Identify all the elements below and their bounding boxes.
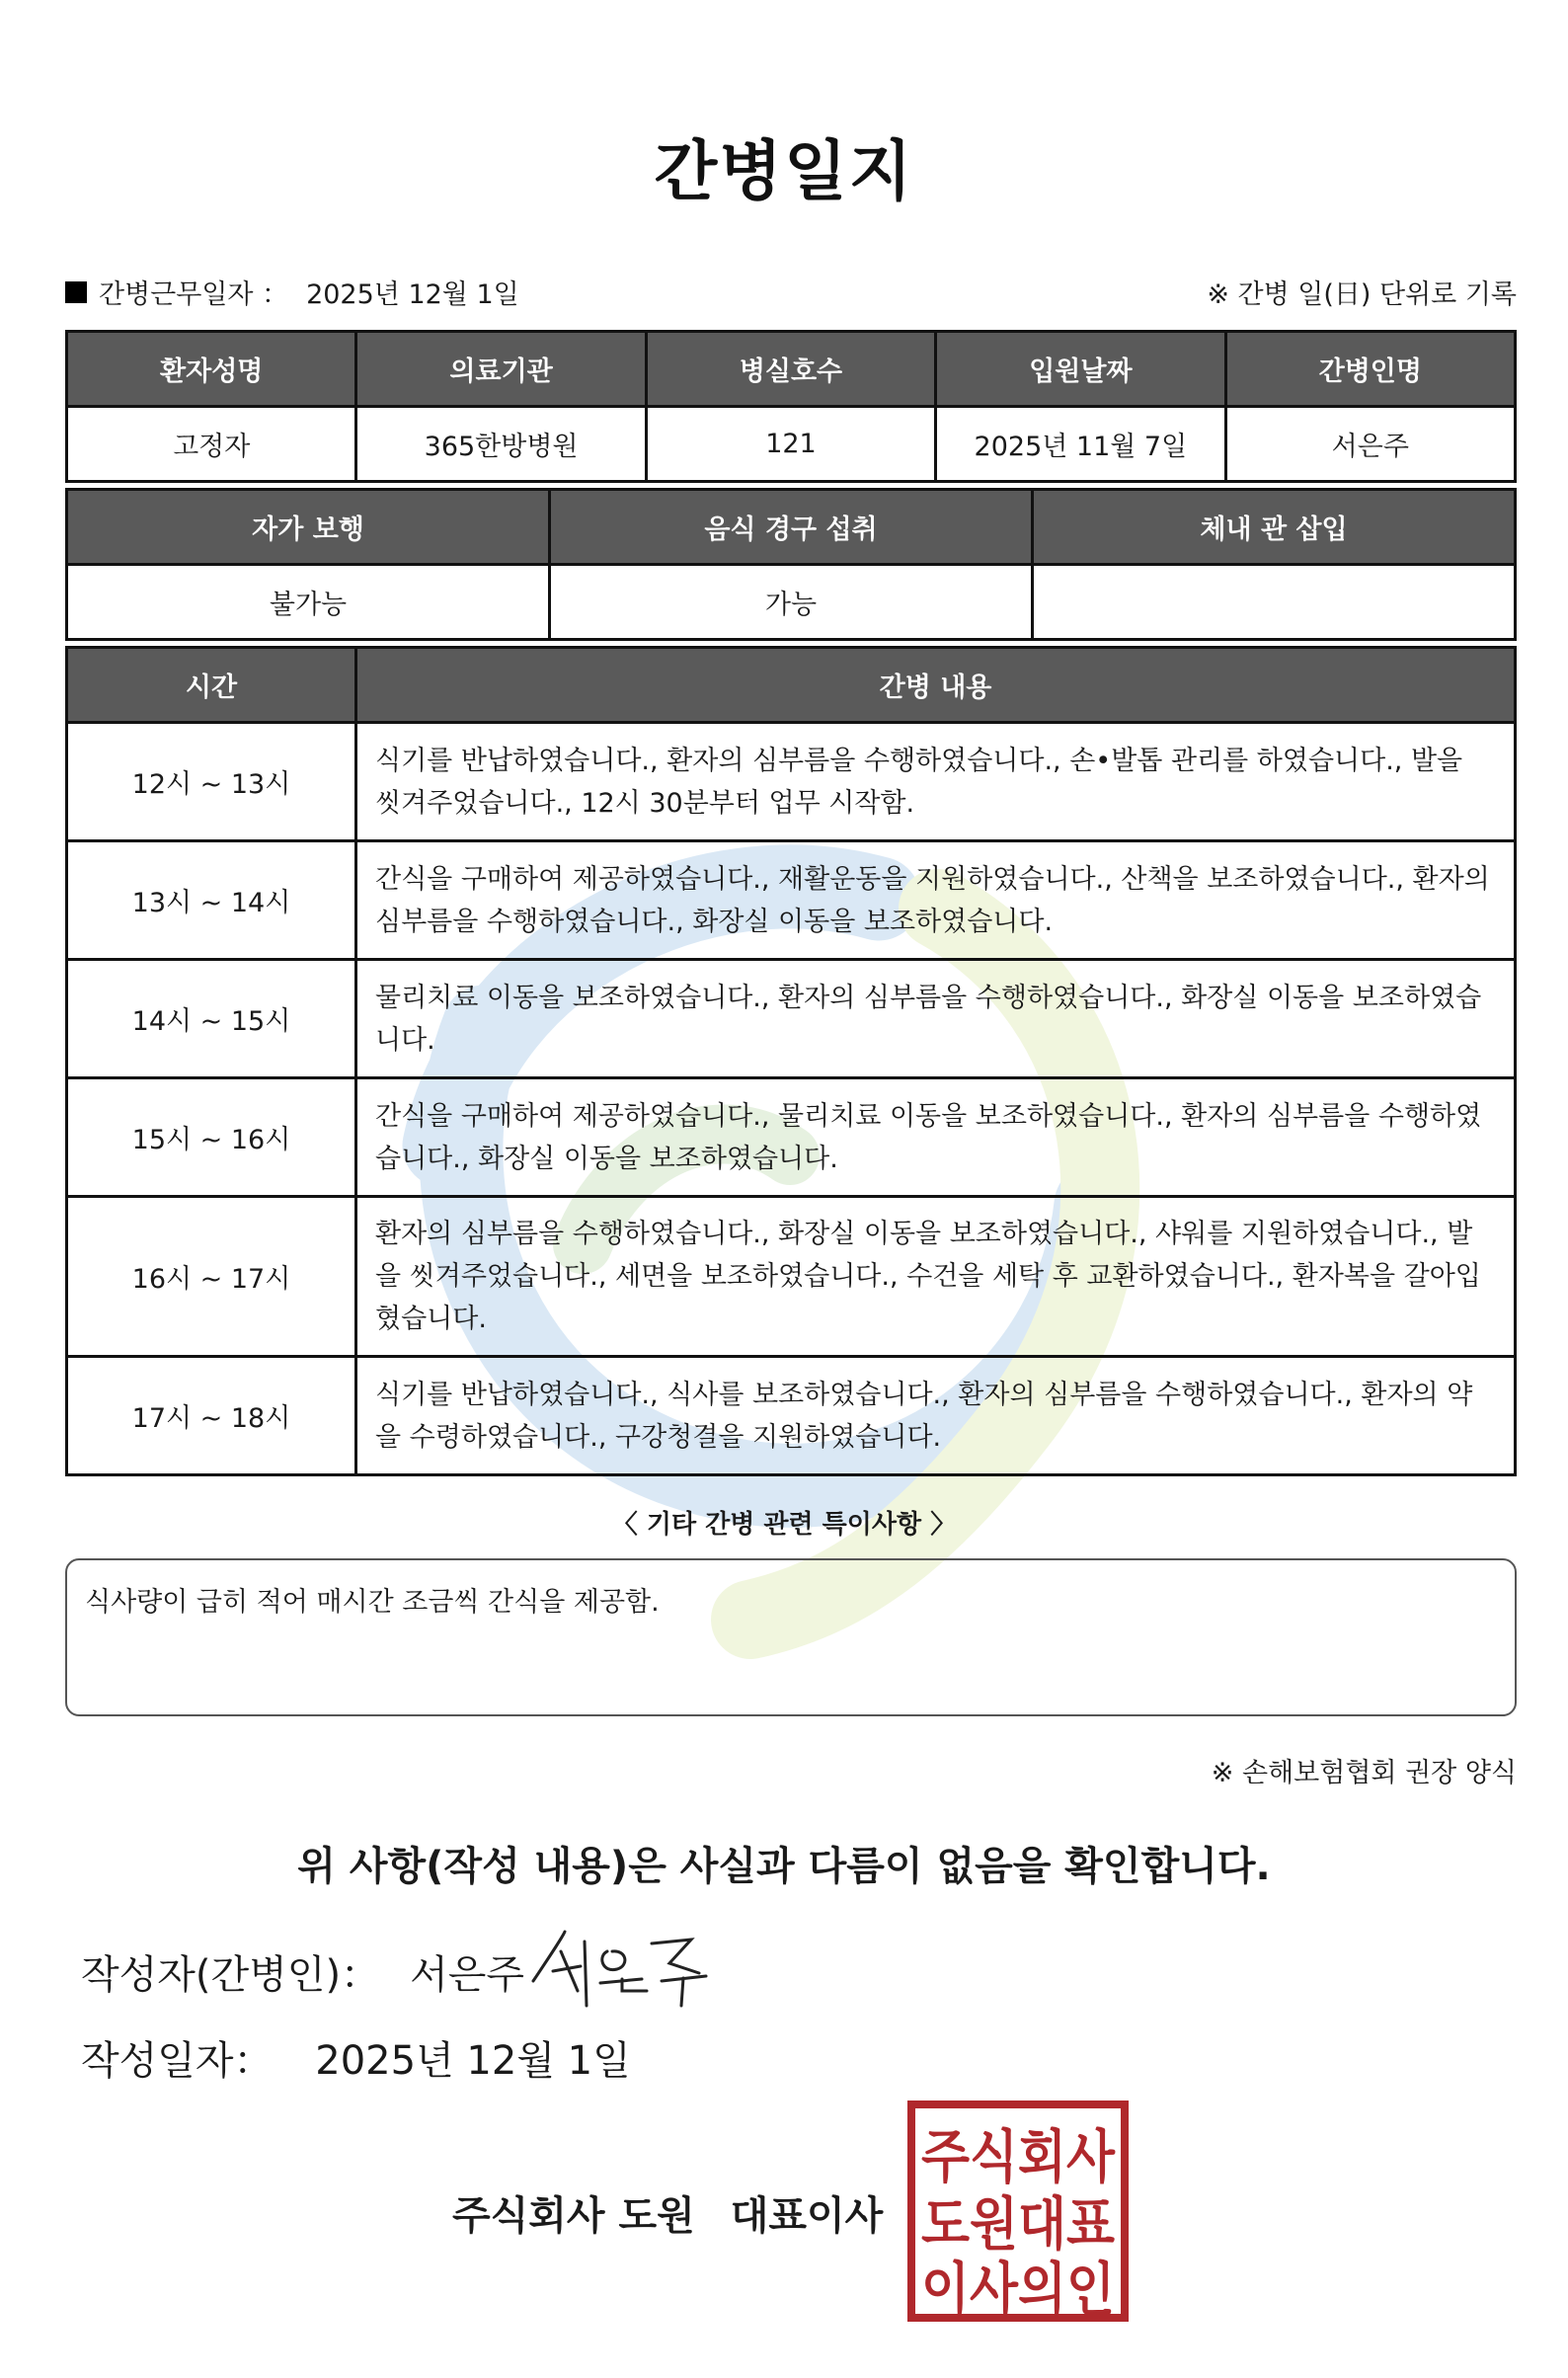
patient-name: 고정자 [67,407,356,482]
hospital-name: 365한방병원 [356,407,646,482]
oral-intake-value: 가능 [550,565,1033,640]
written-date-value: 2025년 12월 1일 [315,2038,631,2084]
writer-name: 서은주 [410,1952,524,1998]
row-content: 간식을 구매하여 제공하였습니다., 물리치료 이동을 보조하였습니다., 환자의 심부름을 수행하였습니다., 화장실 이동을 보조하였습니다. [356,1078,1516,1197]
row-content: 식기를 반납하였습니다., 환자의 심부름을 수행하였습니다., 손•발톱 관리를 하였습니다., 발을 씻겨주었습니다., 12시 30분부터 업무 시작함. [356,723,1516,841]
patient-info-table [65,330,1517,483]
patient-status-table [65,488,1517,641]
table-row [67,1078,1516,1197]
patient-header-row [67,332,1516,407]
room-number: 121 [646,407,935,482]
row-time: 14시 ~ 15시 [67,960,356,1078]
written-date-label: 작성일자： [81,2038,274,2084]
notes-title: 〈 기타 간병 관련 특이사항 〉 [611,1510,957,1540]
status-header-row [67,490,1516,565]
row-time: 12시 ~ 13시 [67,723,356,841]
row-time: 13시 ~ 14시 [67,841,356,960]
writer-line [81,1943,524,2000]
tube-insertion-value [1033,565,1516,640]
header-oral-intake: 음식 경구 섭취 [550,490,1033,565]
header-caregiver: 간병인명 [1225,332,1515,407]
admission-date: 2025년 11월 7일 [936,407,1225,482]
document-title: 간병일지 [654,133,914,209]
work-date-label: 간병근무일자 ： [99,279,289,310]
row-time: 17시 ~ 18시 [67,1357,356,1475]
table-row [67,1197,1516,1357]
care-log-table [65,646,1517,1476]
header-patient-name: 환자성명 [67,332,356,407]
record-unit-note: ※ 간병 일(日) 단위로 기록 [1207,279,1517,310]
signature-icon [523,1922,721,2011]
row-time: 16시 ~ 17시 [67,1197,356,1357]
table-row [67,723,1516,841]
confirmation-statement: 위 사항(작성 내용)은 사실과 다름이 없음을 확인합니다. [297,1844,1271,1889]
square-bullet-icon [65,281,87,303]
header-admission-date: 입원날짜 [936,332,1225,407]
company-name: 주식회사 도원 [452,2193,695,2239]
recommendation-note: ※ 손해보험협회 권장 양식 [1211,1758,1517,1788]
work-date [65,273,519,311]
caregiver-name: 서은주 [1225,407,1515,482]
self-walking-value: 불가능 [67,565,550,640]
meta-row [65,273,1517,312]
care-log-header-row [67,648,1516,723]
table-row [67,1357,1516,1475]
table-row [67,960,1516,1078]
written-date-line [81,2029,631,2086]
svg-text:이사의인: 이사의인 [921,2256,1115,2323]
row-content: 식기를 반납하였습니다., 식사를 보조하였습니다., 환자의 심부름을 수행하였습니다., 환자의 약을 수령하였습니다., 구강청결을 지원하였습니다. [356,1357,1516,1475]
header-hospital: 의료기관 [356,332,646,407]
header-tube-insertion: 체내 관 삽입 [1033,490,1516,565]
header-room: 병실호수 [646,332,935,407]
header-time: 시간 [67,648,356,723]
row-content: 환자의 심부름을 수행하였습니다., 화장실 이동을 보조하였습니다., 샤워를 지원하였습니다., 발을 씻겨주었습니다., 세면을 보조하였습니다., 수건을 세탁 후 교환하였습니다., 환자복을 갈아입혔습니다. [356,1197,1516,1357]
patient-value-row [67,407,1516,482]
writer-label: 작성자(간병인)： [81,1952,381,1998]
table-row [67,841,1516,960]
row-time: 15시 ~ 16시 [67,1078,356,1197]
company-line [452,2184,883,2241]
company-seal-icon [906,2100,1130,2323]
row-content: 물리치료 이동을 보조하였습니다., 환자의 심부름을 수행하였습니다., 화장실 이동을 보조하였습니다. [356,960,1516,1078]
header-self-walking: 자가 보행 [67,490,550,565]
notes-content: 식사량이 급히 적어 매시간 조금씩 간식을 제공함. [85,1587,660,1618]
status-value-row [67,565,1516,640]
svg-text:도원대표: 도원대표 [921,2190,1115,2258]
work-date-value: 2025년 12월 1일 [306,279,519,310]
company-role: 대표이사 [730,2193,884,2239]
header-care-content: 간병 내용 [356,648,1516,723]
svg-text:주식회사: 주식회사 [921,2123,1116,2190]
row-content: 간식을 구매하여 제공하였습니다., 재활운동을 지원하였습니다., 산책을 보조하였습니다., 환자의 심부름을 수행하였습니다., 화장실 이동을 보조하였습니다. [356,841,1516,960]
notes-box [65,1558,1517,1716]
